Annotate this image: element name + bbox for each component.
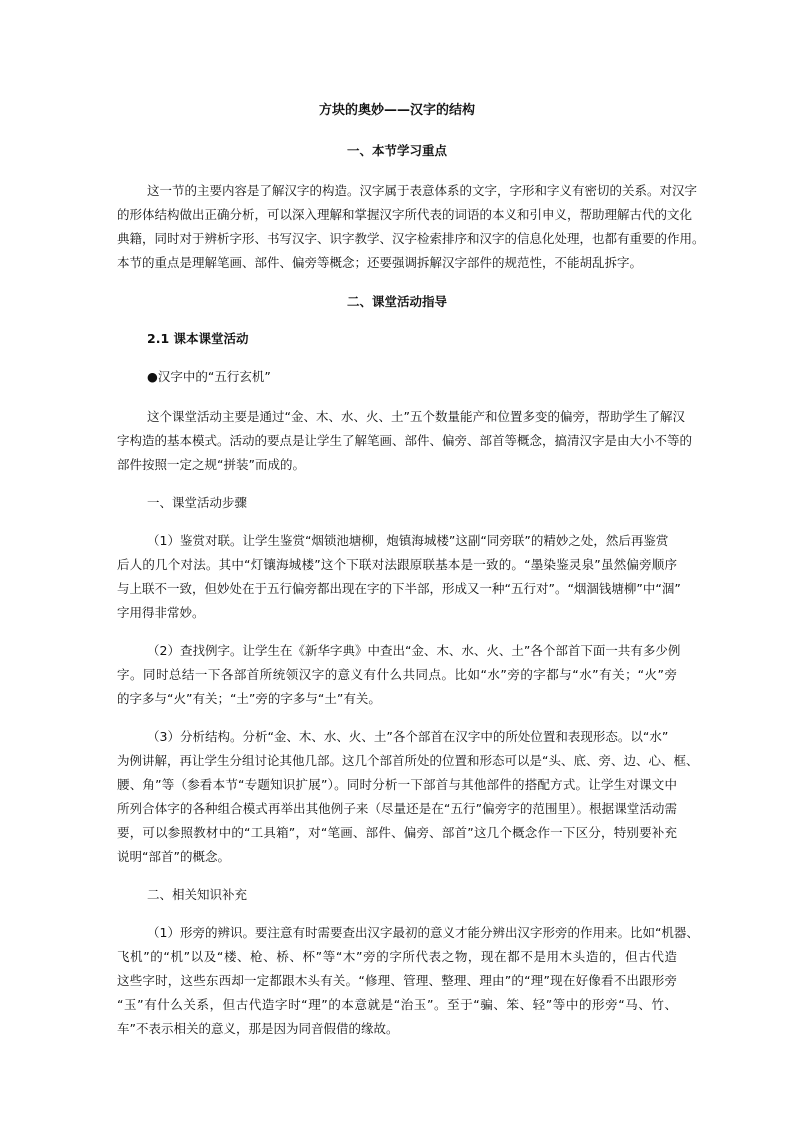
paragraph-line: （3）分析结构。分析“金、木、水、火、土”各个部首在汉字中的所处位置和表现形态。以“水” [147, 729, 669, 744]
paragraph-line: 腰、角”等（参看本节“专题知识扩展”）。同时分析一下部首与其他部件的搭配方式。让学生对课文中 [117, 777, 677, 792]
paragraph-line: 的字多与“火”有关；“土”旁的字多与“土”有关。 [117, 691, 381, 706]
paragraph-line: 部件按照一定之规“拼装”而成的。 [117, 457, 305, 472]
paragraph-line: 字构造的基本模式。活动的要点是让学生了解笔画、部件、偏旁、部首等概念，搞清汉字是由大小不等的 [117, 433, 693, 448]
paragraph-line: “玉”有什么关系，但古代造字时“理”的本意就是“治玉”。至于“骗、笨、轻”等中的形旁“马、竹、 [117, 997, 677, 1012]
paragraph-line: 这个课堂活动主要是通过“金、木、水、火、土”五个数量能产和位置多变的偏旁，帮助学生了解汉 [147, 409, 685, 424]
paragraph-line: 的形体结构做出正确分析，可以深入理解和掌握汉字所代表的词语的本义和引申义，帮助理解古代的文化 [117, 207, 693, 222]
paragraph-line: （2）查找例字。让学生在《新华字典》中查出“金、木、水、火、土”各个部首下面一共有多少例 [147, 643, 681, 658]
steps-heading: 一、课堂活动步骤 [147, 495, 248, 510]
paragraph-line: 典籍，同时对于辨析字形、书写汉字、识字教学、汉字检索排序和汉字的信息化处理，也都有重要的作用。 [117, 231, 705, 246]
paragraph-line: 说明“部首”的概念。 [117, 849, 230, 864]
paragraph-line: 为例讲解，再让学生分组讨论其他几部。这几个部首所处的位置和形态可以是“头、底、旁、边、心、框、 [117, 753, 699, 768]
paragraph-line: 字。同时总结一下各部首所统领汉字的意义有什么共同点。比如“水”旁的字都与“水”有关；“火”旁 [117, 667, 677, 682]
paragraph-line: 飞机”的“机”以及“楼、枪、桥、杯”等“木”旁的字所代表之物，现在都不是用木头造的，但古代造 [117, 949, 677, 964]
knowledge-heading: 二、相关知识补充 [147, 887, 248, 902]
bullet-item: ●汉字中的“五行玄机” [147, 369, 271, 384]
paragraph-line: 字用得非常妙。 [117, 605, 205, 620]
section-heading-focus: 一、本节学习重点 [346, 143, 447, 158]
paragraph-line: 与上联不一致，但妙处在于五行偏旁都出现在字的下半部，形成又一种“五行对”。“烟涸钱塘柳”中“涸” [117, 581, 681, 596]
paragraph-line: 本节的重点是理解笔画、部件、偏旁等概念；还要强调拆解汉字部件的规范性，不能胡乱拆字。 [117, 255, 643, 270]
paragraph-line: 这些字时，这些东西却一定都跟木头有关。“修理、管理、整理、理由”的“理”现在好像看不出跟形旁 [117, 973, 677, 988]
paragraph-line: 车”不表示相关的意义，那是因为同音假借的缘故。 [117, 1021, 399, 1036]
paragraph-line: （1）鉴赏对联。让学生鉴赏“烟锁池塘柳，炮镇海城楼”这副“同旁联”的精妙之处，然后再鉴赏 [147, 533, 669, 548]
paragraph-line: 这一节的主要内容是了解汉字的构造。汉字属于表意体系的文字，字形和字义有密切的关系。对汉字 [147, 183, 698, 198]
section-heading-activity: 二、课堂活动指导 [346, 294, 447, 309]
paragraph-line: （1）形旁的辨识。要注意有时需要查出汉字最初的意义才能分辨出汉字形旁的作用来。比如“机器、 [147, 925, 699, 940]
document-title: 方块的奥妙——汉字的结构 [318, 103, 475, 118]
paragraph-line: 要，可以参照教材中的“工具箱”，对“笔画、部件、偏旁、部首”这几个概念作一下区分，特别要补充 [117, 825, 677, 840]
sub-heading-textbook-activity: 2.1 课本课堂活动 [147, 331, 249, 346]
paragraph-line: 所列合体字的各种组合模式再举出其他例子来（尽量还是在“五行”偏旁字的范围里）。根据课堂活动需 [117, 801, 677, 816]
paragraph-line: 后人的几个对法。其中“灯镶海城楼”这个下联对法跟原联基本是一致的。“墨染鉴灵泉”虽然偏旁顺序 [117, 557, 677, 572]
